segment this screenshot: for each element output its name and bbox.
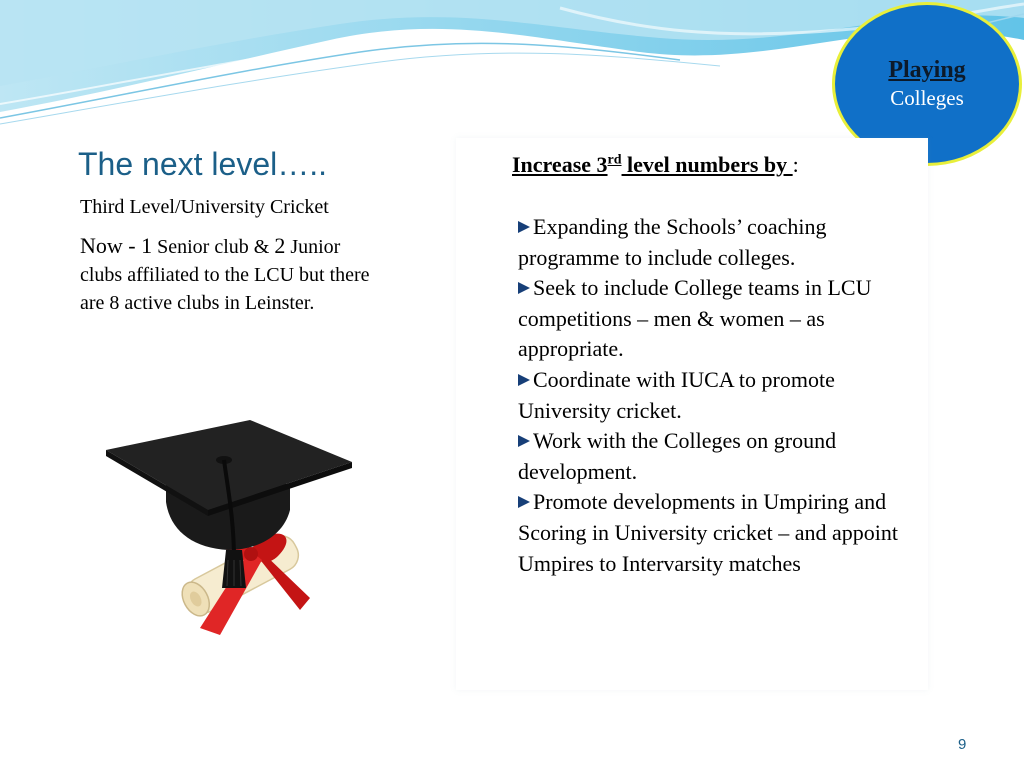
bullet-triangle-icon <box>518 374 530 386</box>
badge-subtitle: Colleges <box>890 86 964 110</box>
panel-heading <box>512 152 799 178</box>
list-item <box>518 426 918 487</box>
left-body-text <box>80 232 380 317</box>
bullet-list <box>518 212 918 579</box>
heading-colon: : <box>792 152 799 177</box>
bullet-triangle-icon <box>518 435 530 447</box>
heading-part1: Increase 3 <box>512 152 608 177</box>
heading-sup: rd <box>607 152 622 168</box>
list-item <box>518 212 918 273</box>
bullet-text: Coordinate with IUCA to promote University cricket. <box>518 366 835 423</box>
subheading: Third Level/University Cricket <box>80 196 329 218</box>
senior-count: 1 <box>141 233 153 258</box>
bullet-triangle-icon <box>518 221 530 233</box>
bullet-text: Promote developments in Umpiring and Scoring in University cricket – and appoint Umpires to Intervarsity matches <box>518 489 899 576</box>
senior-text: Senior club & <box>152 236 275 258</box>
list-item <box>518 487 918 579</box>
now-prefix: Now - <box>80 233 142 258</box>
page-number: 9 <box>958 736 967 753</box>
heading-part2: level numbers by <box>621 152 793 177</box>
list-item <box>518 365 918 426</box>
badge-title: Playing <box>888 57 966 83</box>
slide-title: The next level….. <box>78 146 327 182</box>
rest-text: Junior clubs affiliated to the LCU but there are 8 active clubs in Leinster. <box>80 236 370 314</box>
bullet-triangle-icon <box>518 496 530 508</box>
junior-count: 2 <box>274 233 286 258</box>
bullet-triangle-icon <box>518 282 530 294</box>
bullet-text: Expanding the Schools’ coaching programme to include colleges. <box>518 214 827 270</box>
content-panel <box>456 138 928 690</box>
list-item <box>518 273 918 365</box>
bullet-text: Work with the Colleges on ground development. <box>518 428 837 484</box>
bullet-text: Seek to include College teams in LCU competitions – men & women – as appropriate. <box>518 275 872 362</box>
graduation-cap-icon <box>100 410 360 640</box>
